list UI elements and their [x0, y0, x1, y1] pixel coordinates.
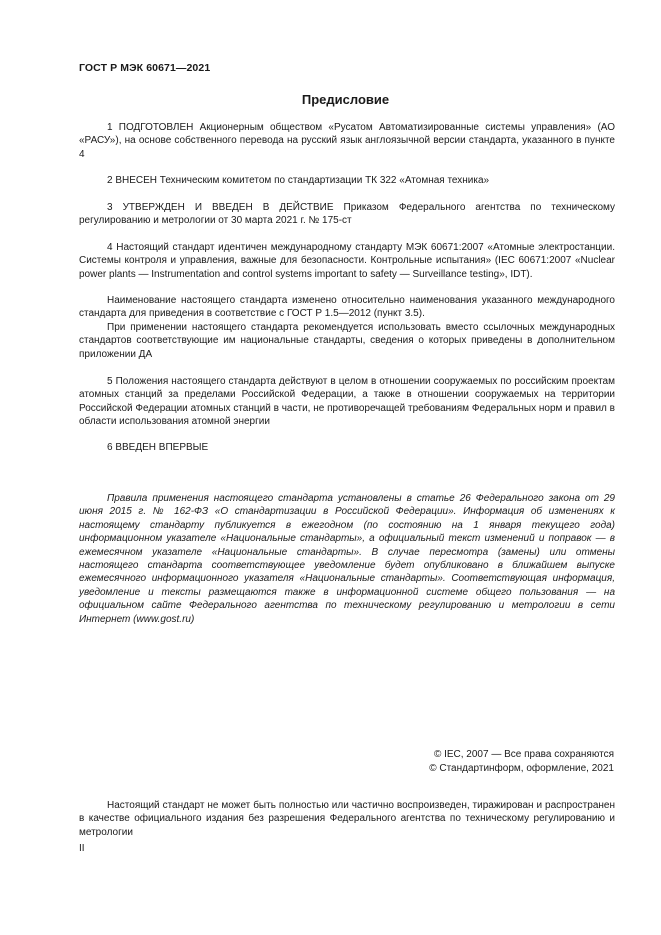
page-title: Предисловие: [301, 92, 390, 107]
document-code: ГОСТ Р МЭК 60671—2021: [79, 62, 211, 74]
paragraph-provisions: 5 Положения настоящего стандарта действуют в целом в отношении сооружаемых по российским проектам атомных станций за пределами Российской Федерации, а также в отношении сооружаемых на территории Российской Федерации атомных станций в части, не противоречащей требованиям Федеральных норм и правил в области использования атомной энергии: [79, 376, 615, 428]
paragraph-prepared-by: 1 ПОДГОТОВЛЕН Акционерным обществом «Русатом Автоматизированные системы управления» (АО «РАСУ»), на основе собственного перевода на русский язык англоязычной версии стандарта, указанного в пункте 4: [79, 122, 615, 160]
copyright-iec: © IEC, 2007 — Все права сохраняются: [433, 749, 614, 760]
paragraph-approved: 3 УТВЕРЖДЕН И ВВЕДЕН В ДЕЙСТВИЕ Приказом Федерального агентства по техническому регулированию и метрологии от 30 марта 2021 г. № 175-ст: [79, 202, 615, 227]
page-number: II: [79, 843, 85, 854]
paragraph-national-standards: При применении настоящего стандарта рекомендуется использовать вместо ссылочных международных стандартов соответствующие им национальные стандарты, сведения о которых приведены в дополнительном приложении ДА: [79, 322, 615, 360]
paragraph-introduced-by: 2 ВНЕСЕН Техническим комитетом по стандартизации ТК 322 «Атомная техника»: [107, 175, 490, 186]
paragraph-name-changed: Наименование настоящего стандарта изменено относительно наименования указанного международного стандарта для приведения в соответствие с ГОСТ Р 1.5—2012 (пункт 3.5).: [79, 295, 615, 320]
reproduction-notice: Настоящий стандарт не может быть полностью или частично воспроизведен, тиражирован и распространен в качестве официального издания без разрешения Федерального агентства по техническому регулированию и метрологии: [79, 800, 615, 838]
paragraph-identical-standard: 4 Настоящий стандарт идентичен международному стандарту МЭК 60671:2007 «Атомные электростанции. Системы контроля и управления, важные для безопасности. Контрольные испытания» (IEC 60671:2007 «Nuclear power plants — Instrumentation and control systems important to safety — Surveillance testing», IDT).: [79, 242, 615, 280]
copyright-standartinform: © Стандартинформ, оформление, 2021: [429, 763, 614, 774]
paragraph-first-introduced: 6 ВВЕДЕН ВПЕРВЫЕ: [107, 442, 209, 453]
application-rules-notice: Правила применения настоящего стандарта установлены в статье 26 Федерального закона от 29 июня 2015 г. № 162-ФЗ «О стандартизации в Российской Федерации». Информация об изменениях к настоящему стандарту публикуется в ежегодном (по состоянию на 1 января текущего года) информационном указателе «Национальные стандарты», а официальный текст изменений и поправок — в ежемесячном указателе «Национальные стандарты». В случае пересмотра (замены) или отмены настоящего стандарта соответствующее уведомление будет опубликовано в ближайшем выпуске ежемесячного информационного указателя «Национальные стандарты». Соответствующая информация, уведомление и тексты размещаются также в информационной системе общего пользования — на официальном сайте Федерального агентства по техническому регулированию и метрологии в сети Интернет (www.gost.ru): [79, 493, 615, 625]
